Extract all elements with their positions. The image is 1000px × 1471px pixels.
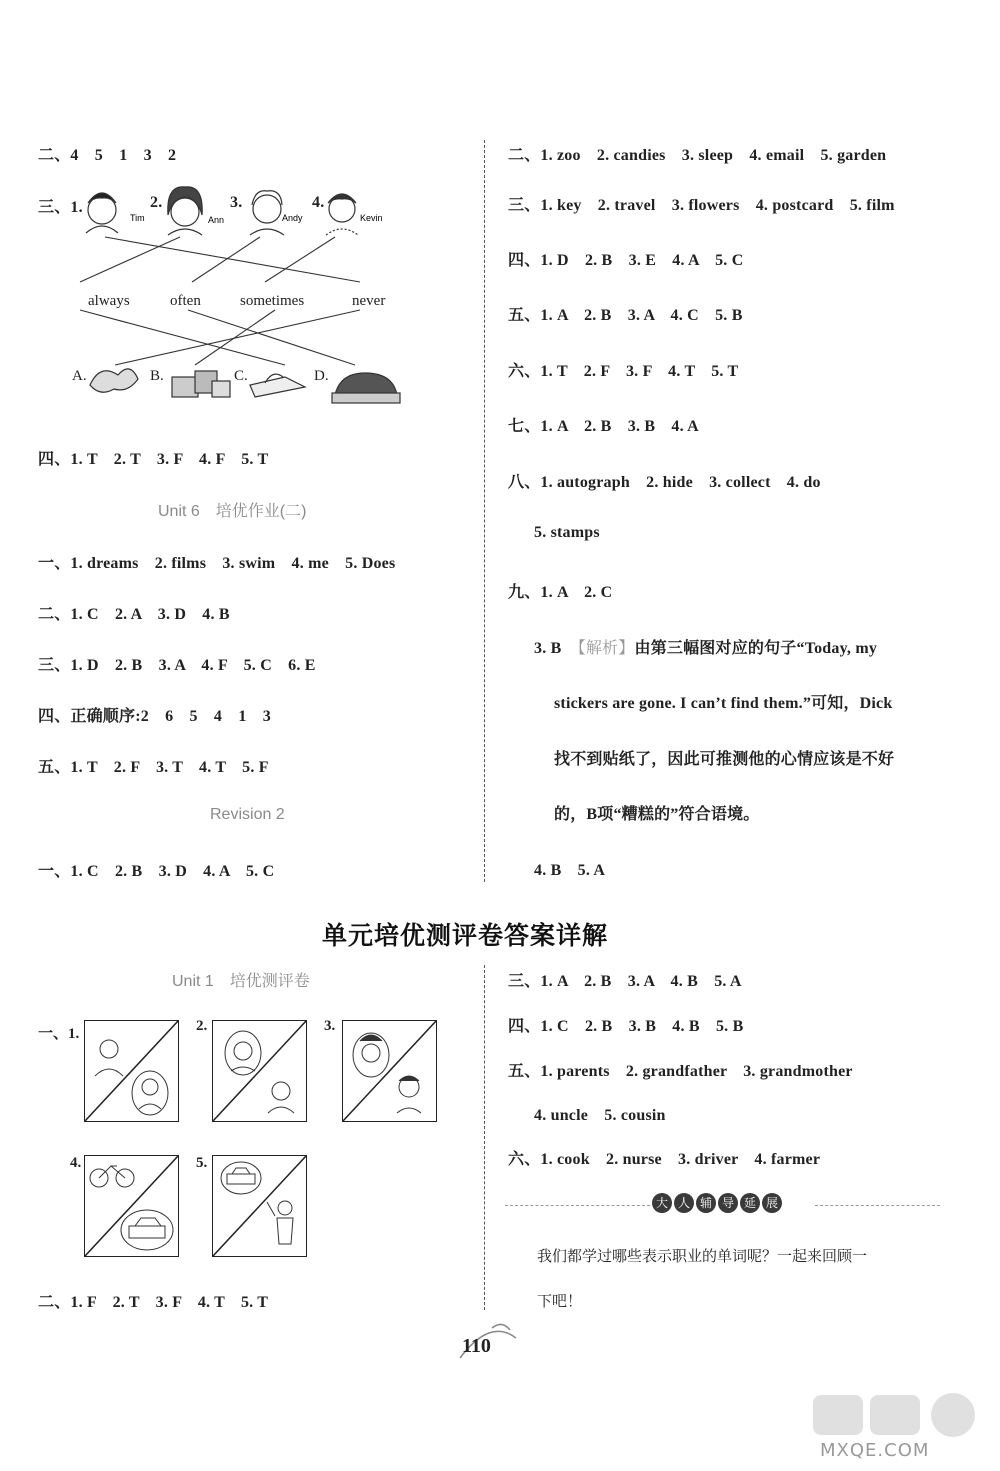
answer-line: 三、1. A 2. B 3. A 4. B 5. A [508,973,742,990]
freq-word: often [170,293,201,309]
section-heading: Unit 1 培优测评卷 [172,973,310,990]
freq-word: sometimes [240,293,305,309]
answer-line: 二、4 5 1 3 2 [38,147,177,164]
banner-char: 辅 [696,1193,716,1213]
answer-line: 四、1. C 2. B 3. B 4. B 5. B [508,1018,744,1035]
answer-line: 四、1. D 2. B 3. E 4. A 5. C [508,252,744,269]
picture-a-illustration [90,369,138,392]
pic-number: 4. [312,194,325,211]
analysis-answer [534,635,877,658]
pic-number: 3. [230,194,243,211]
answer-line: 七、1. A 2. B 3. B 4. A [508,418,699,435]
answer-line: 4. B 5. A [534,862,606,879]
picture-box [84,1020,179,1122]
pic-number: 2. [150,194,163,211]
watermark-text: MXQE.COM [820,1440,930,1461]
kid-name: Andy [282,213,303,223]
freq-word: always [88,293,130,309]
answer-line: 二、1. C 2. A 3. D 4. B [38,606,230,623]
column-divider [484,140,485,882]
picture-b-illustration [172,371,230,397]
column-divider [484,965,485,1310]
tip-text: 下吧！ [537,1294,583,1310]
answer-line: 八、1. autograph 2. hide 3. collect 4. do [508,474,821,491]
section-heading: Revision 2 [210,806,285,823]
analysis-text: 的，B项“糟糕的”符合语境。 [554,806,760,823]
answer-line: 五、1. parents 2. grandfather 3. grandmother [508,1063,853,1080]
pic-letter: C. [234,368,248,384]
answer-line: 4. uncle 5. cousin [534,1107,666,1124]
answer-line: 三、1. D 2. B 3. A 4. F 5. C 6. E [38,657,316,674]
answer-line: 四、1. T 2. T 3. F 4. F 5. T [38,451,269,468]
question-label: 3. [324,1018,336,1034]
banner-char: 人 [674,1193,694,1213]
answer-line: 二、1. F 2. T 3. F 4. T 5. T [38,1294,269,1311]
banner-char: 展 [762,1193,782,1213]
answer-line: 六、1. T 2. F 3. F 4. T 5. T [508,363,739,380]
analysis-tag: 【解析】 [577,640,635,657]
answer-line: 一、1. C 2. B 3. D 4. A 5. C [38,863,275,880]
question-label: 2. [196,1018,208,1034]
kid-name: Tim [130,213,145,223]
bicycle-icon [90,1166,134,1187]
analysis-number: 3. B [534,640,578,657]
answer-line: 五、1. T 2. F 3. T 4. T 5. F [38,759,269,776]
answer-line: 5. stamps [534,524,600,541]
question-label: 4. [70,1155,82,1171]
banner-rule [815,1205,940,1206]
section-title: 单元培优测评卷答案详解 [322,921,609,950]
answer-line: 四、正确顺序:2 6 5 4 1 3 [38,708,271,725]
freq-word: never [352,293,386,309]
page-number: 110 [462,1335,491,1357]
answer-line: 一、1. dreams 2. films 3. swim 4. me 5. Does [38,555,396,572]
man-icon [95,1040,123,1076]
taxi-icon [121,1210,173,1250]
kid-ann-illustration [168,187,202,235]
answer-line: 二、1. zoo 2. candies 3. sleep 4. email 5. garden [508,147,887,164]
answer-line: 三、1. key 2. travel 3. flowers 4. postcard 5. film [508,197,895,214]
kid-name: Kevin [360,213,383,223]
banner-char: 延 [740,1193,760,1213]
section-heading: Unit 6 培优作业(二) [158,503,307,520]
picture-box [212,1155,307,1257]
police-car-icon [221,1162,261,1194]
pic-letter: D. [314,368,329,384]
answer-line-prefix: 三、1. [38,199,83,216]
analysis-text: 找不到贴纸了，因此可推测他的心情应该是不好 [554,751,895,768]
girl-icon [132,1071,168,1115]
picture-box [212,1020,307,1122]
pic-letter: A. [72,368,87,384]
kid-andy-illustration [250,191,284,235]
picture-box [342,1020,437,1122]
tip-text: 我们都学过哪些表示职业的单词呢？一起来回顾一 [537,1249,868,1265]
analysis-text: stickers are gone. I can’t find them.”可知，Dick [554,695,893,712]
picture-box [84,1155,179,1257]
boy-icon [397,1076,421,1113]
answer-line: 六、1. cook 2. nurse 3. driver 4. farmer [508,1151,821,1168]
kid-name: Ann [208,215,225,225]
banner-char: 大 [652,1193,672,1213]
kid-tim-illustration [86,193,118,233]
tip-banner [652,1193,812,1219]
banner-char: 导 [718,1193,738,1213]
analysis-text: 由第三幅图对应的句子“Today, my [634,640,878,657]
grandma-icon [268,1082,294,1113]
banner-rule [505,1205,650,1206]
picture-d-illustration [332,373,400,403]
girl-icon [353,1033,389,1077]
pic-letter: B. [150,368,164,384]
answer-line: 五、1. A 2. B 3. A 4. C 5. B [508,307,743,324]
kid-kevin-illustration [326,194,358,235]
picture-c-illustration [250,374,305,397]
answer-line: 九、1. A 2. C [508,584,613,601]
question-label: 一、1. [38,1026,80,1042]
teacher-icon [267,1201,293,1244]
question-label: 5. [196,1155,208,1171]
grandpa-icon [225,1031,261,1075]
